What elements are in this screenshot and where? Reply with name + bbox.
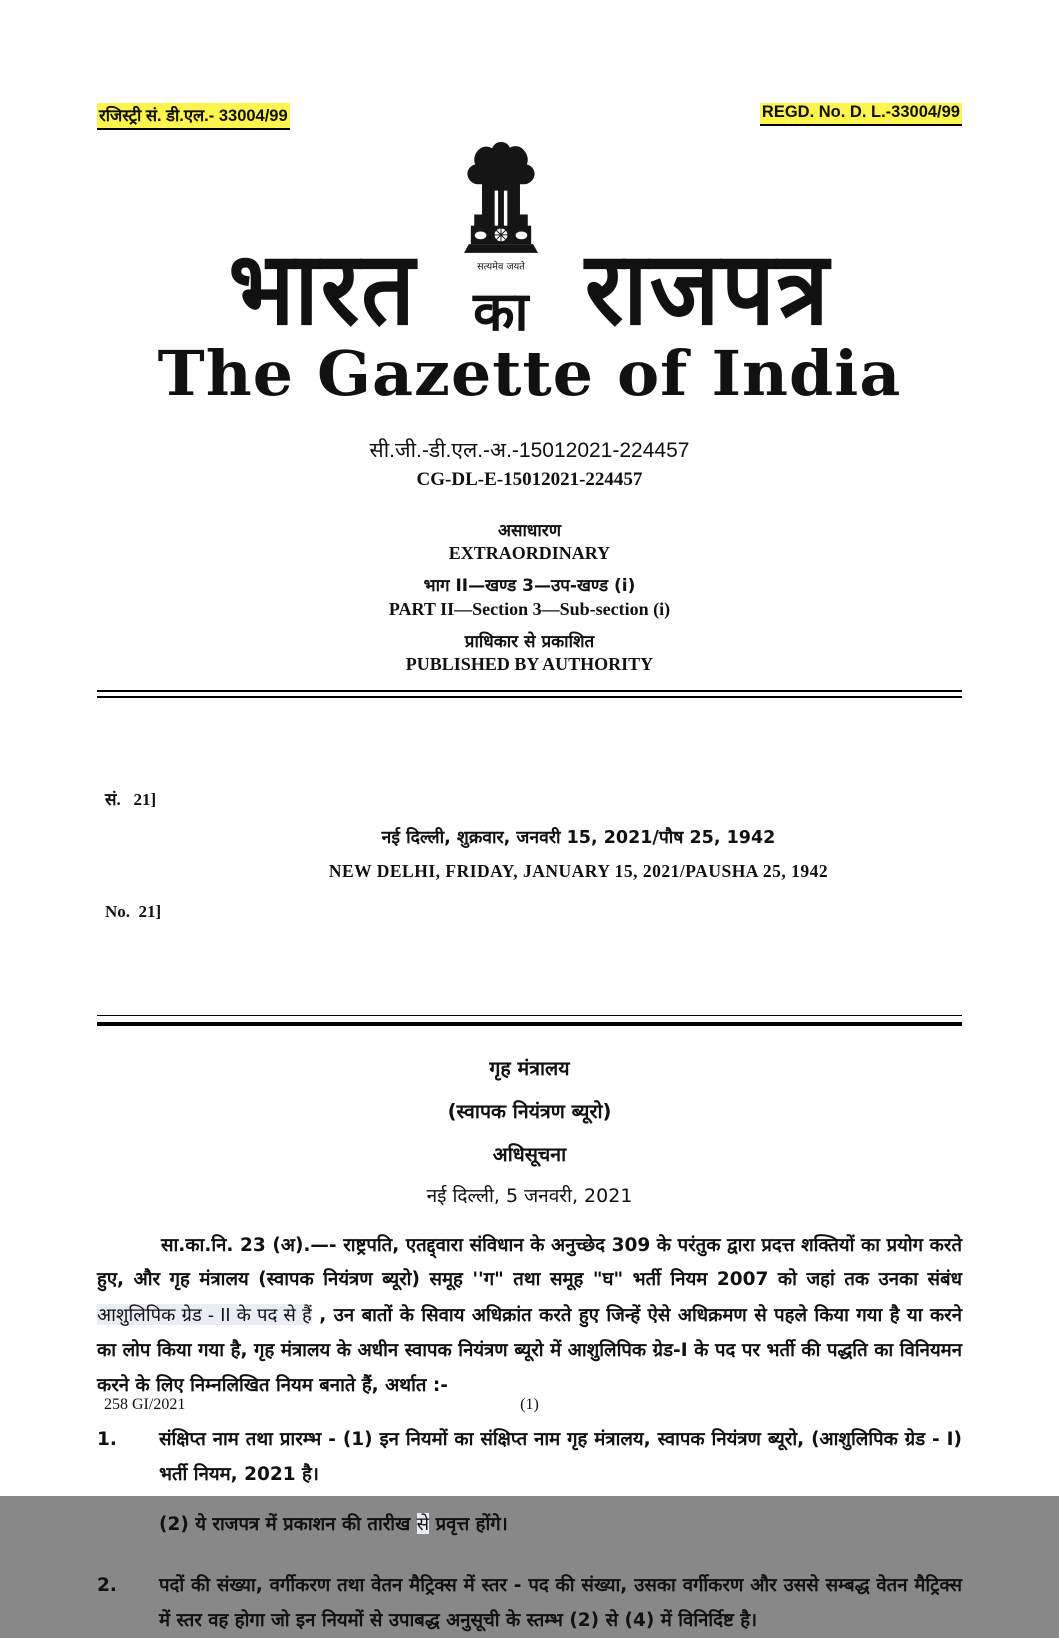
search-highlight-phrase: आशुलिपिक ग्रेड - II के पद से हैं xyxy=(97,1304,312,1326)
edition-block xyxy=(97,521,962,676)
extraordinary-hindi: असाधारण xyxy=(498,520,561,541)
bureau-name: (स्वापक नियंत्रण ब्यूरो) xyxy=(447,1099,612,1123)
rule-1-text: संक्षिप्त नाम तथा प्रारम्भ - (1) इन नियमों का संक्षिप्त नाम गृह मंत्रालय, स्वापक नियंत्रण ब्यूरो, (आशुलिपिक ग्रेड - I) भर्ती नियम, 2021 है। xyxy=(159,1429,962,1486)
rule-1-sub-post: प्रवृत्त होंगे। xyxy=(429,1514,508,1535)
part-line-hindi: भाग II—खण्ड 3—उप-खण्ड (i) xyxy=(423,576,636,597)
issue-bar-top-rule xyxy=(97,690,962,698)
issue-bar-bottom-rule xyxy=(97,1015,962,1026)
issue-number xyxy=(97,706,255,1005)
ashoka-lion-capital-icon xyxy=(442,140,560,286)
issue-bar xyxy=(97,698,962,1015)
code-hindi: सी.जी.-डी.एल.-अ.-15012021-224457 xyxy=(369,438,690,462)
ministry-name: गृह मंत्रालय xyxy=(489,1056,570,1080)
masthead xyxy=(97,140,962,348)
notification-place-date: नई दिल्ली, 5 जनवरी, 2021 xyxy=(426,1184,633,1207)
rule-item-2 xyxy=(97,1569,962,1638)
code-english: CG-DL-E-15012021-224457 xyxy=(416,469,643,491)
rule-item-1 xyxy=(97,1423,962,1542)
rule-2-number: 2. xyxy=(97,1574,117,1596)
opening-text-post: , उन बातों के सिवाय अधिक्रांत करते हुए जिन्हें ऐसे अधिक्रमण से पहले किया गया है या करने का लोप किया गया है, गृह मंत्रालय के अधीन स्वापक नियंत्रण ब्यूरो में आशुलिपिक ग्रेड-I के पद पर भर्ती की पद्धति का विनियमन करने के लिए निम्नलिखित नियम बनाते हैं, अर्थात :- xyxy=(97,1305,962,1396)
issue-number-english: No. 21] xyxy=(105,901,162,921)
issue-date-english: NEW DELHI, FRIDAY, JANUARY 15, 2021/PAUSHA 25, 1942 xyxy=(328,861,829,882)
opening-paragraph xyxy=(97,1229,962,1404)
gsr-number: सा.का.नि. 23 (अ).—- xyxy=(161,1234,337,1256)
registration-number-english: REGD. No. D. L.-33004/99 xyxy=(760,103,962,126)
part-line-english: PART II—Section 3—Sub-section (i) xyxy=(388,598,671,619)
rule-1-number: 1. xyxy=(97,1429,117,1451)
masthead-word-rajpatra: राजपत्र xyxy=(584,230,831,348)
extraordinary-english: EXTRAORDINARY xyxy=(448,542,611,563)
document-codes xyxy=(97,435,962,495)
issue-number-hindi: सं. 21] xyxy=(105,789,157,809)
page-number: (1) xyxy=(520,1396,539,1413)
rule-1-subclause xyxy=(159,1507,962,1543)
masthead-word-ka: का xyxy=(473,280,529,343)
print-code: 258 GI/2021 xyxy=(104,1396,186,1413)
emblem-motto: सत्यमेव जयते xyxy=(476,261,525,273)
national-emblem xyxy=(435,140,567,343)
notification-label: अधिसूचना xyxy=(492,1142,567,1166)
opening-text-pre: राष्ट्रपति, एतद्द्वारा संविधान के अनुच्छेद 309 के परंतुक द्वारा प्रदत्त शक्तियों का प्रयोग करते हुए, और गृह मंत्रालय (स्वापक नियंत्रण ब्यूरो) समूह ''ग" तथा समूह "घ" भर्ती नियम 2007 को जहां तक उनका संबंध xyxy=(97,1234,962,1291)
masthead-word-bharat: भारत xyxy=(228,230,417,348)
issue-date-hindi: नई दिल्ली, शुक्रवार, जनवरी 15, 2021/पौष 25, 1942 xyxy=(381,828,776,849)
notification-headings xyxy=(97,1048,962,1215)
search-highlight-word: से xyxy=(416,1513,430,1534)
rule-1-sub-pre: (2) ये राजपत्र में प्रकाशन की तारीख xyxy=(159,1514,417,1535)
authority-line-english: PUBLISHED BY AUTHORITY xyxy=(405,654,654,675)
rule-2-text: पदों की संख्या, वर्गीकरण तथा वेतन मैट्रिक्स में स्तर - पद की संख्या, उसका वर्गीकरण और उससे सम्बद्ध वेतन मैट्रिक्स में स्तर वह होगा जो इन नियमों से उपाबद्ध अनुसूची के स्तम्भ (2) से (4) में विनिर्दिष्ट है। xyxy=(159,1574,962,1631)
registration-number-hindi: रजिस्ट्री सं. डी.एल.- 33004/99 xyxy=(97,103,290,130)
registration-row xyxy=(97,0,962,130)
gazette-english-title: The Gazette of India xyxy=(157,336,902,410)
issue-dates xyxy=(255,822,902,889)
authority-line-hindi: प्राधिकार से प्रकाशित xyxy=(464,632,595,653)
